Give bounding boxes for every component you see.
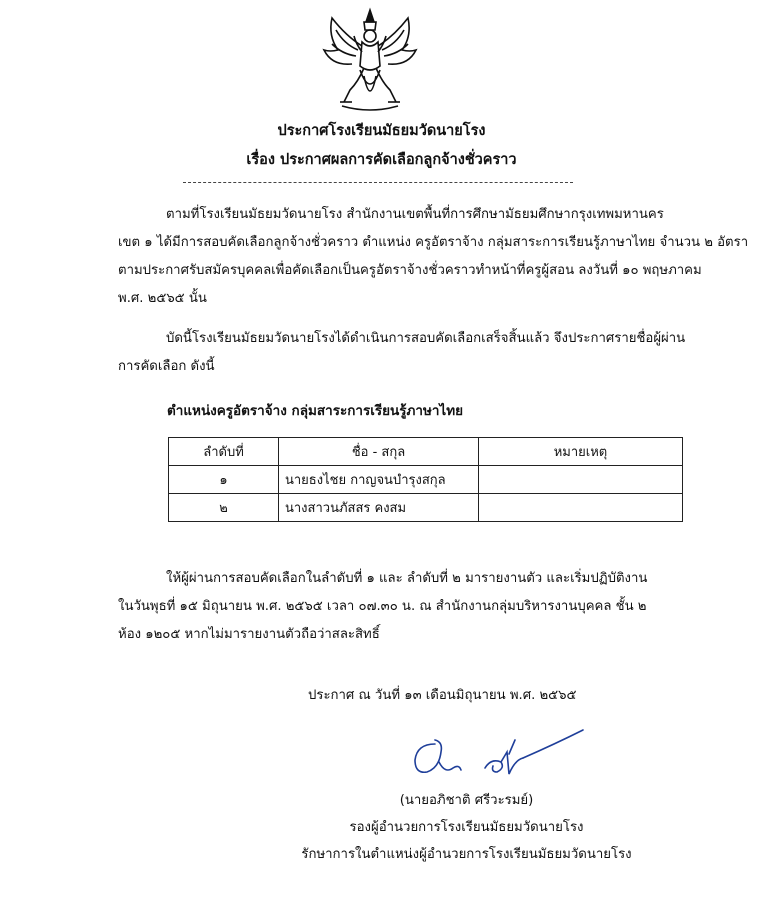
table-row [169, 494, 683, 522]
signature-icon [405, 722, 590, 787]
paragraph-line: พ.ศ. ๒๕๖๕ นั้น [118, 291, 207, 306]
cell-name: นายธงไชย กาญจนบำรุงสกุล [279, 466, 479, 494]
signer-acting-position: รักษาการในตำแหน่งผู้อำนวยการโรงเรียนมัธยมวัดนายโรง [301, 847, 632, 862]
document-title: ประกาศโรงเรียนมัธยมวัดนายโรง [277, 123, 486, 139]
paragraph-result [118, 325, 698, 381]
paragraph-line: เขต ๑ ได้มีการสอบคัดเลือกลูกจ้างชั่วคราว ตำแหน่ง ครูอัตราจ้าง กลุ่มสาระการเรียนรู้ภาษาไทย จำนวน ๒ อัตรา [118, 235, 749, 250]
document-subject: เรื่อง ประกาศผลการคัดเลือกลูกจ้างชั่วคราว [246, 152, 517, 168]
cell-name: นางสาวนภัสสร คงสม [279, 494, 479, 522]
table-title: ตำแหน่งครูอัตราจ้าง กลุ่มสาระการเรียนรู้ภาษาไทย [167, 403, 464, 419]
cell-order: ๑ [169, 466, 279, 494]
paragraph-line: การคัดเลือก ดังนี้ [118, 359, 215, 374]
signer-position: รองผู้อำนวยการโรงเรียนมัธยมวัดนายโรง [349, 820, 584, 835]
cell-order: ๒ [169, 494, 279, 522]
table-header-row [169, 438, 683, 466]
divider [183, 182, 573, 183]
announce-date: ประกาศ ณ วันที่ ๑๓ เดือนมิถุนายน พ.ศ. ๒๕๖๕ [308, 688, 577, 703]
paragraph-line: ห้อง ๑๒๐๕ หากไม่มารายงานตัวถือว่าสละสิทธิ์ [118, 627, 380, 642]
paragraph-report [118, 565, 698, 649]
cell-remark [479, 494, 683, 522]
garuda-emblem-icon [318, 6, 422, 116]
paragraph-line: บัดนี้โรงเรียนมัธยมวัดนายโรงได้ดำเนินการสอบคัดเลือกเสร็จสิ้นแล้ว จึงประกาศรายชื่อผู้ผ่าน [166, 331, 686, 346]
paragraph-line: ตามที่โรงเรียนมัธยมวัดนายโรง สำนักงานเขตพื้นที่การศึกษามัธยมศึกษากรุงเทพมหานคร [166, 207, 664, 222]
paragraph-line: ตามประกาศรับสมัครบุคคลเพื่อคัดเลือกเป็นครูอัตราจ้างชั่วคราวทำหน้าที่ครูผู้สอน ลงวันที่ ๑๐ พฤษภาคม [118, 263, 702, 278]
results-table [168, 437, 683, 522]
signer-name: (นายอภิชาติ ศรีวะรมย์) [399, 793, 534, 808]
paragraph-line: ในวันพุธที่ ๑๕ มิถุนายน พ.ศ. ๒๕๖๕ เวลา ๐๗.๓๐ น. ณ สำนักงานกลุ่มบริหารงานบุคคล ชั้น ๒ [118, 599, 647, 614]
paragraph-intro [118, 201, 749, 313]
cell-remark [479, 466, 683, 494]
column-header-order: ลำดับที่ [169, 438, 279, 466]
table-row [169, 466, 683, 494]
column-header-remark: หมายเหตุ [479, 438, 683, 466]
column-header-name: ชื่อ - สกุล [279, 438, 479, 466]
paragraph-line: ให้ผู้ผ่านการสอบคัดเลือกในลำดับที่ ๑ และ ลำดับที่ ๒ มารายงานตัว และเริ่มปฏิบัติงาน [166, 571, 648, 586]
